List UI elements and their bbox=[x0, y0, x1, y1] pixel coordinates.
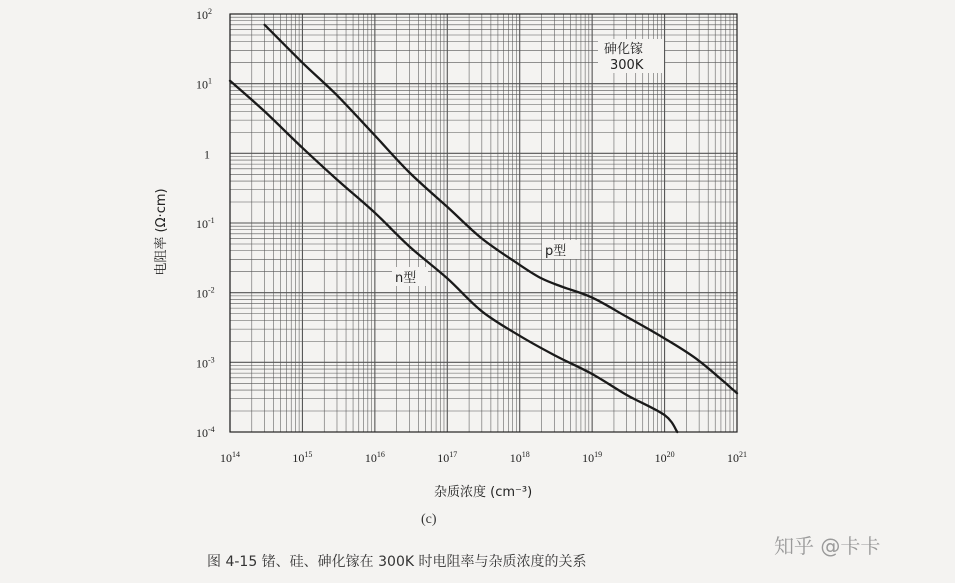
y-tick-label: $10^{-4}$ bbox=[196, 425, 215, 440]
y-tick-label: $10^1$ bbox=[196, 76, 212, 92]
annotation-300k: 300K bbox=[610, 58, 644, 73]
grid-lines bbox=[230, 14, 737, 432]
series-line-n型 bbox=[230, 81, 677, 432]
annotation-gaas: 砷化镓 bbox=[604, 42, 644, 57]
annotation-p-type: p型 bbox=[545, 244, 567, 259]
y-tick-label: 1 bbox=[204, 147, 210, 162]
y-tick-label: $10^{-1}$ bbox=[196, 216, 215, 231]
y-tick-label: $10^2$ bbox=[196, 7, 212, 22]
x-tick-labels bbox=[220, 450, 747, 465]
x-tick-label: $10^{16}$ bbox=[364, 450, 385, 465]
x-tick-label: $10^{15}$ bbox=[292, 450, 313, 465]
y-tick-label: $10^{-3}$ bbox=[196, 355, 215, 371]
x-tick-label: $10^{21}$ bbox=[727, 450, 747, 465]
data-curves bbox=[230, 25, 737, 432]
x-tick-label: $10^{17}$ bbox=[437, 450, 458, 465]
y-tick-labels bbox=[196, 7, 215, 440]
x-tick-label: $10^{19}$ bbox=[582, 450, 603, 465]
figure-caption: 图 4-15 锗、硅、砷化镓在 300K 时电阻率与杂质浓度的关系 bbox=[207, 554, 587, 570]
subfigure-label: (c) bbox=[421, 512, 437, 527]
x-tick-label: $10^{20}$ bbox=[654, 450, 675, 465]
watermark: 知乎 @卡卡 bbox=[774, 534, 881, 558]
series-line-p型 bbox=[265, 25, 737, 393]
x-tick-label: $10^{18}$ bbox=[509, 450, 530, 465]
y-axis-title: 电阻率 (Ω·cm) bbox=[154, 188, 169, 276]
x-tick-label: $10^{14}$ bbox=[220, 450, 240, 465]
y-tick-label: $10^{-2}$ bbox=[196, 285, 215, 301]
x-axis-title: 杂质浓度 (cm⁻³) bbox=[434, 485, 533, 500]
annotation-n-type: n型 bbox=[395, 271, 417, 286]
